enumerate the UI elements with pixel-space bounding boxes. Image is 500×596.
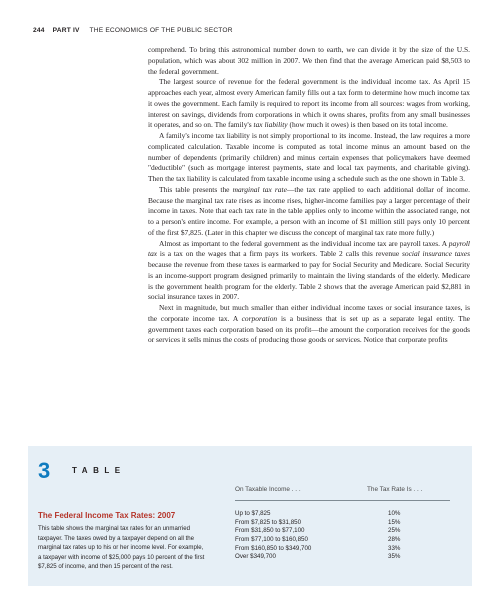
paragraph-1: comprehend. To bring this astronomical number down to earth, we can divide it by the size of the U.S. population, which was about 302 million in 2007. We then find that the average American paid $8,503 to the federal government. [148, 45, 470, 76]
table-row [235, 536, 450, 545]
income-cell: Up to $7,825 [235, 510, 271, 517]
income-cell: From $7,825 to $31,850 [235, 518, 302, 526]
term-payroll-tax: payroll tax [148, 238, 470, 259]
rate-cell: 28% [388, 536, 401, 544]
running-head [33, 27, 473, 37]
rate-cell: 25% [388, 527, 401, 535]
part-label: PART IV [52, 27, 80, 34]
income-cell: From $77,100 to $160,850 [235, 536, 308, 544]
tax-rate-table-box [28, 446, 472, 586]
page-number: 244 [33, 27, 45, 34]
table-caption: This table shows the marginal tax rates for an unmarried taxpayer. The taxes owed by a taxpayer depend on all the marginal tax rates up to his or her income level. For example, a taxpayer with income of $25,000 pays 10 percent of the first $7,825 of income, and then 15 percent of the rest. [38, 525, 205, 571]
term-marginal-tax-rate: marginal tax rate [232, 184, 287, 194]
rate-cell: 15% [388, 518, 401, 526]
header-divider [235, 500, 450, 501]
column-header-rate: The Tax Rate Is . . . [367, 486, 423, 493]
body-text [148, 45, 470, 346]
income-cell: Over $349,700 [235, 553, 276, 561]
term-tax-liability: tax liability [253, 120, 288, 130]
part-title: THE ECONOMICS OF THE PUBLIC SECTOR [89, 27, 233, 34]
column-header-income: On Taxable Income . . . [235, 486, 301, 493]
income-cell: From $31,850 to $77,100 [235, 527, 305, 535]
paragraph-5: Almost as important to the federal government as the individual income tax are payroll taxes. A payroll tax is a tax on the wages that a firm pays its workers. Table 2 calls this revenue social insurance taxes because the revenue from these taxes is earmarked to pay for Social Security and Medicare. Social Security is an income-support program designed primarily to maintain the living standards of the elderly. Medicare is the government health program for the elderly. Table 2 shows that the average American paid $2,881 in social insurance taxes in 2007. [148, 238, 470, 302]
term-social-insurance-taxes: social insurance taxes [401, 249, 470, 259]
table-label: TABLE [72, 466, 126, 475]
table-row [235, 553, 450, 562]
paragraph-3: A family's income tax liability is not simply proportional to its income. Instead, the law requires a more complicated calculation. Taxable income is computed as total income minus an amount based on the number of dependents (primarily children) and minus certain expenses that policymakers have deemed "deductible" (such as mortgage interest payments, state and local tax payments, and charitable giving). Then the tax liability is calculated from taxable income using a schedule such as the one shown in Table 3. [148, 131, 470, 183]
rate-cell: 10% [388, 510, 401, 517]
paragraph-6: Next in magnitude, but much smaller than either individual income taxes or social insurance taxes, is the corporate income tax. A corporation is a business that is set up as a separate legal entity. The government taxes each corporation based on its profit—the amount the corporation receives for the goods or services it sells minus the costs of producing those goods or services. Notice that corporate profits [148, 303, 470, 345]
table-title: The Federal Income Tax Rates: 2007 [38, 511, 176, 520]
paragraph-4: This table presents the marginal tax rate—the tax rate applied to each additional dollar of income. Because the marginal tax rate rises as income rises, higher-income families pay a larger percentage of their income in taxes. Note that each tax rate in the table applies only to income within the associated range, not to a person's entire income. For example, a person with an income of $1 million still pays only 10 percent of the first $7,825. (Later in this chapter we discuss the concept of marginal tax rate more fully.) [148, 184, 470, 237]
income-cell: From $160,850 to $349,700 [235, 544, 312, 552]
table-row [235, 545, 450, 554]
table-number: 3 [38, 458, 51, 483]
paragraph-2: The largest source of revenue for the federal government is the individual income tax. As April 15 approaches each year, almost every American family fills out a tax form to determine how much income tax it owes the government. Each family is required to report its income from all sources: wages from working, interest on savings, dividends from corporations in which it owns shares, profits from any small businesses it operates, and so on. The family's tax liability (how much it owes) is then based on its total income. [148, 77, 470, 130]
table-row [235, 527, 450, 536]
rate-cell: 33% [388, 544, 401, 552]
table-row [235, 519, 450, 528]
table-row [235, 510, 450, 519]
term-corporation: corporation [241, 313, 278, 323]
rate-cell: 35% [388, 553, 401, 561]
table-rows [235, 510, 450, 562]
